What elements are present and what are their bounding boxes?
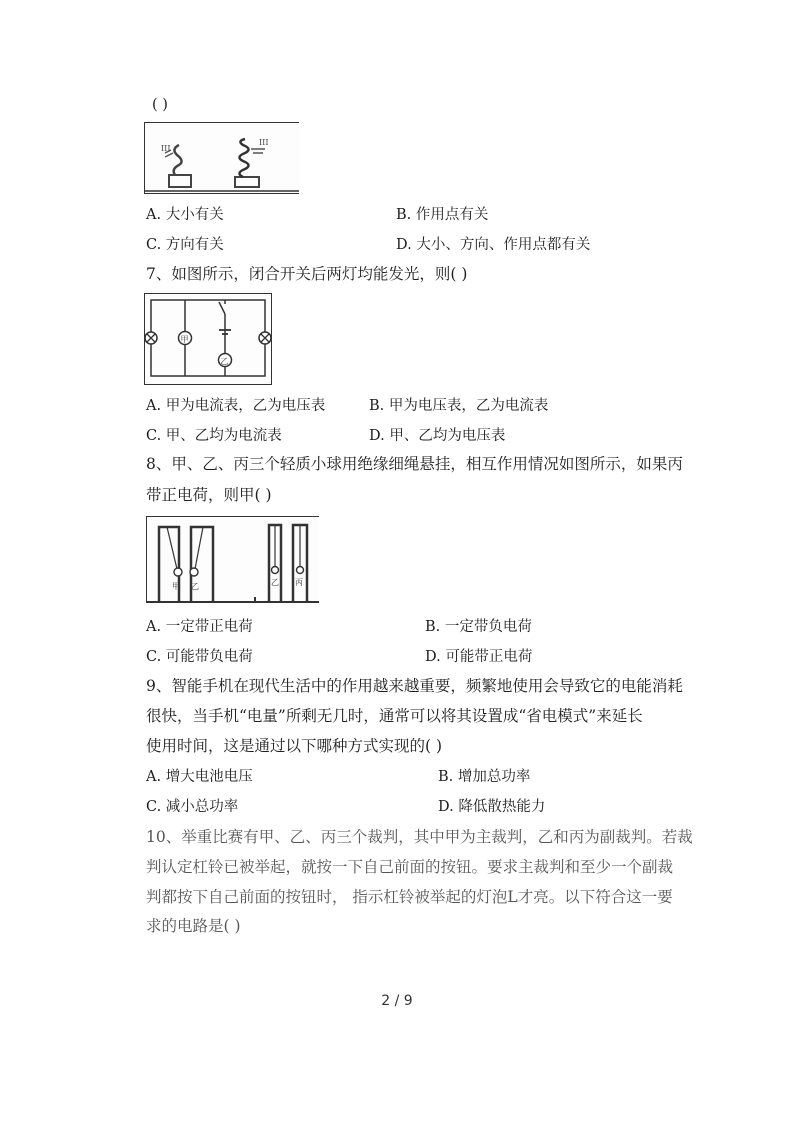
q7-option-a: A. 甲为电流表，乙为电压表 [146,398,326,414]
q7-option-b: B. 甲为电压表，乙为电流表 [369,398,549,414]
page-number: 2 / 9 [381,993,413,1009]
q9-option-b: B. 增加总功率 [438,769,531,785]
q8-option-b: B. 一定带负电荷 [425,619,532,635]
q8-stem-line-1: 8、甲、乙、丙三个轻质小球用绝缘细绳悬挂，相互作用情况如图所示，如果丙 [146,455,683,473]
q10-stem-line-2: 判认定杠铃已被举起，就按一下自己前面的按钮。要求主裁判和至少一个副裁 [146,858,674,876]
q6-option-b: B. 作用点有关 [396,207,489,223]
svg-text:III: III [259,138,269,147]
meter-yi-label: 乙 [220,357,229,366]
q6-option-a: A. 大小有关 [146,207,224,223]
q9-stem-line-1: 9、智能手机在现代生活中的作用越来越重要，频繁地使用会导致它的电能消耗 [146,677,683,695]
q9-option-c: C. 减小总功率 [146,799,239,815]
q10-stem-line-1: 10、举重比赛有甲、乙、丙三个裁判，其中甲为主裁判，乙和丙为副裁判。若裁 [146,828,693,846]
q9-option-a: A. 增大电池电压 [146,769,253,785]
q7-option-d: D. 甲、乙均为电压表 [369,428,506,444]
q10-stem-line-3: 判都按下自己前面的按钮时， 指示杠铃被举起的灯泡L才亮。以下符合这一要 [146,888,673,906]
q8-figure [146,516,319,603]
ball-label-yi-2: 乙 [271,578,279,587]
q6-option-c: C. 方向有关 [146,237,224,253]
charged-balls-diagram [147,517,319,603]
q8-option-d: D. 可能带正电荷 [425,649,533,665]
meter-jia-label: 甲 [180,335,189,344]
q8-stem-line-2: 带正电荷，则甲( ) [146,486,272,504]
circuit-diagram [145,294,271,384]
q7-option-c: C. 甲、乙均为电流表 [146,428,282,444]
q8-option-a: A. 一定带正电荷 [146,619,253,635]
ball-label-yi: 乙 [191,582,199,591]
q8-option-c: C. 可能带负电荷 [146,649,253,665]
q9-stem-line-3: 使用时间，这是通过以下哪种方式实现的( ) [146,737,443,755]
ball-label-jia: 甲 [172,582,180,591]
spring-clamp-illustration [145,123,299,193]
q6-figure [144,122,299,194]
ball-label-bing: 丙 [295,578,303,587]
q10-stem-line-4: 求的电路是( ) [146,917,241,935]
q7-stem: 7、如图所示，闭合开关后两灯均能发光，则( ) [146,265,468,283]
q9-stem-line-2: 很快，当手机“电量”所剩无几时，通常可以将其设置成“省电模式”来延长 [146,707,643,725]
svg-text:III: III [161,144,171,153]
question-6-answer-paren: ( ) [152,97,168,113]
q6-option-d: D. 大小、方向、作用点都有关 [396,237,591,253]
q9-option-d: D. 降低散热能力 [438,799,546,815]
q7-circuit-figure [144,293,272,385]
